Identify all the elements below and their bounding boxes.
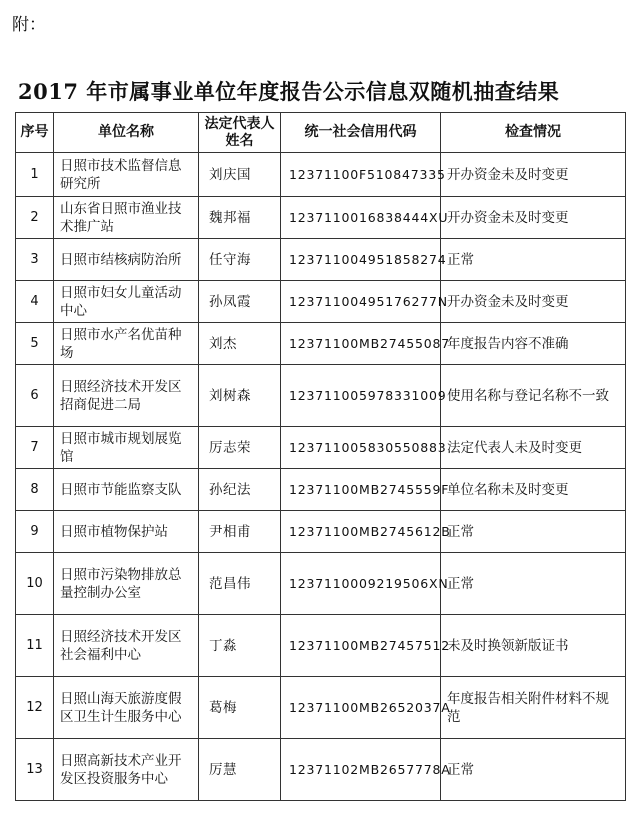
row-number: 13	[16, 739, 54, 801]
row-number: 6	[16, 365, 54, 427]
unit-name: 日照市城市规划展览馆	[54, 427, 199, 469]
unit-name: 日照市技术监督信息研究所	[54, 153, 199, 197]
credit-code: 1237110016838444XU	[281, 197, 441, 239]
header-inspection-result: 检查情况	[441, 113, 626, 153]
table-row	[16, 153, 626, 197]
unit-name: 日照市结核病防治所	[54, 239, 199, 281]
table-row	[16, 739, 626, 801]
table-row	[16, 365, 626, 427]
credit-code: 12371102MB2657778A	[281, 739, 441, 801]
table-row	[16, 615, 626, 677]
unit-name: 日照高新技术产业开发区投资服务中心	[54, 739, 199, 801]
table-row	[16, 553, 626, 615]
legal-representative: 丁淼	[199, 615, 281, 677]
row-number: 2	[16, 197, 54, 239]
unit-name: 日照经济技术开发区招商促进二局	[54, 365, 199, 427]
inspection-result: 正常	[441, 739, 626, 801]
credit-code: 12371100MB2652037A	[281, 677, 441, 739]
legal-representative: 厉志荣	[199, 427, 281, 469]
inspection-results-table	[15, 112, 626, 801]
row-number: 12	[16, 677, 54, 739]
legal-representative: 刘树森	[199, 365, 281, 427]
table-row	[16, 239, 626, 281]
row-number: 8	[16, 469, 54, 511]
table-header-row	[16, 113, 626, 153]
inspection-result: 使用名称与登记名称不一致	[441, 365, 626, 427]
attachment-label: 附：	[12, 15, 46, 35]
row-number: 9	[16, 511, 54, 553]
table-row	[16, 197, 626, 239]
row-number: 4	[16, 281, 54, 323]
unit-name: 日照市植物保护站	[54, 511, 199, 553]
unit-name: 日照市节能监察支队	[54, 469, 199, 511]
table-row	[16, 281, 626, 323]
row-number: 11	[16, 615, 54, 677]
row-number: 3	[16, 239, 54, 281]
credit-code: 123711005830550883	[281, 427, 441, 469]
inspection-result: 开办资金未及时变更	[441, 197, 626, 239]
credit-code: 12371100495176277N	[281, 281, 441, 323]
unit-name: 山东省日照市渔业技术推广站	[54, 197, 199, 239]
inspection-result: 年度报告相关附件材料不规范	[441, 677, 626, 739]
table-row	[16, 511, 626, 553]
inspection-result: 法定代表人未及时变更	[441, 427, 626, 469]
header-legal-representative: 法定代表人姓名	[199, 113, 281, 153]
unit-name: 日照市妇女儿童活动中心	[54, 281, 199, 323]
credit-code: 123711005978331009	[281, 365, 441, 427]
inspection-result: 单位名称未及时变更	[441, 469, 626, 511]
credit-code: 12371100F510847335	[281, 153, 441, 197]
credit-code: 12371100MB2745559F	[281, 469, 441, 511]
inspection-result: 正常	[441, 511, 626, 553]
inspection-result: 未及时换领新版证书	[441, 615, 626, 677]
header-unit-name: 单位名称	[54, 113, 199, 153]
credit-code: 12371100MB2745612B	[281, 511, 441, 553]
legal-representative: 刘杰	[199, 323, 281, 365]
table-row	[16, 323, 626, 365]
table-row	[16, 677, 626, 739]
unit-name: 日照经济技术开发区社会福利中心	[54, 615, 199, 677]
row-number: 1	[16, 153, 54, 197]
legal-representative: 任守海	[199, 239, 281, 281]
legal-representative: 尹相甫	[199, 511, 281, 553]
legal-representative: 魏邦福	[199, 197, 281, 239]
credit-code: 12371100MB27455087	[281, 323, 441, 365]
legal-representative: 刘庆国	[199, 153, 281, 197]
inspection-result: 正常	[441, 239, 626, 281]
unit-name: 日照市水产名优苗种场	[54, 323, 199, 365]
legal-representative: 厉慧	[199, 739, 281, 801]
inspection-result: 开办资金未及时变更	[441, 153, 626, 197]
unit-name: 日照山海天旅游度假区卫生计生服务中心	[54, 677, 199, 739]
credit-code: 123711004951858274	[281, 239, 441, 281]
unit-name: 日照市污染物排放总量控制办公室	[54, 553, 199, 615]
legal-representative: 葛梅	[199, 677, 281, 739]
header-credit-code: 统一社会信用代码	[281, 113, 441, 153]
inspection-result: 年度报告内容不准确	[441, 323, 626, 365]
table-row	[16, 469, 626, 511]
legal-representative: 孙纪法	[199, 469, 281, 511]
row-number: 7	[16, 427, 54, 469]
row-number: 5	[16, 323, 54, 365]
inspection-result: 正常	[441, 553, 626, 615]
row-number: 10	[16, 553, 54, 615]
legal-representative: 孙凤霞	[199, 281, 281, 323]
credit-code: 1237110009219506XN	[281, 553, 441, 615]
header-serial-number: 序号	[16, 113, 54, 153]
inspection-result: 开办资金未及时变更	[441, 281, 626, 323]
legal-representative: 范昌伟	[199, 553, 281, 615]
document-title: 2017 年市属事业单位年度报告公示信息双随机抽查结果	[18, 79, 560, 104]
table-row	[16, 427, 626, 469]
credit-code: 12371100MB27457512	[281, 615, 441, 677]
